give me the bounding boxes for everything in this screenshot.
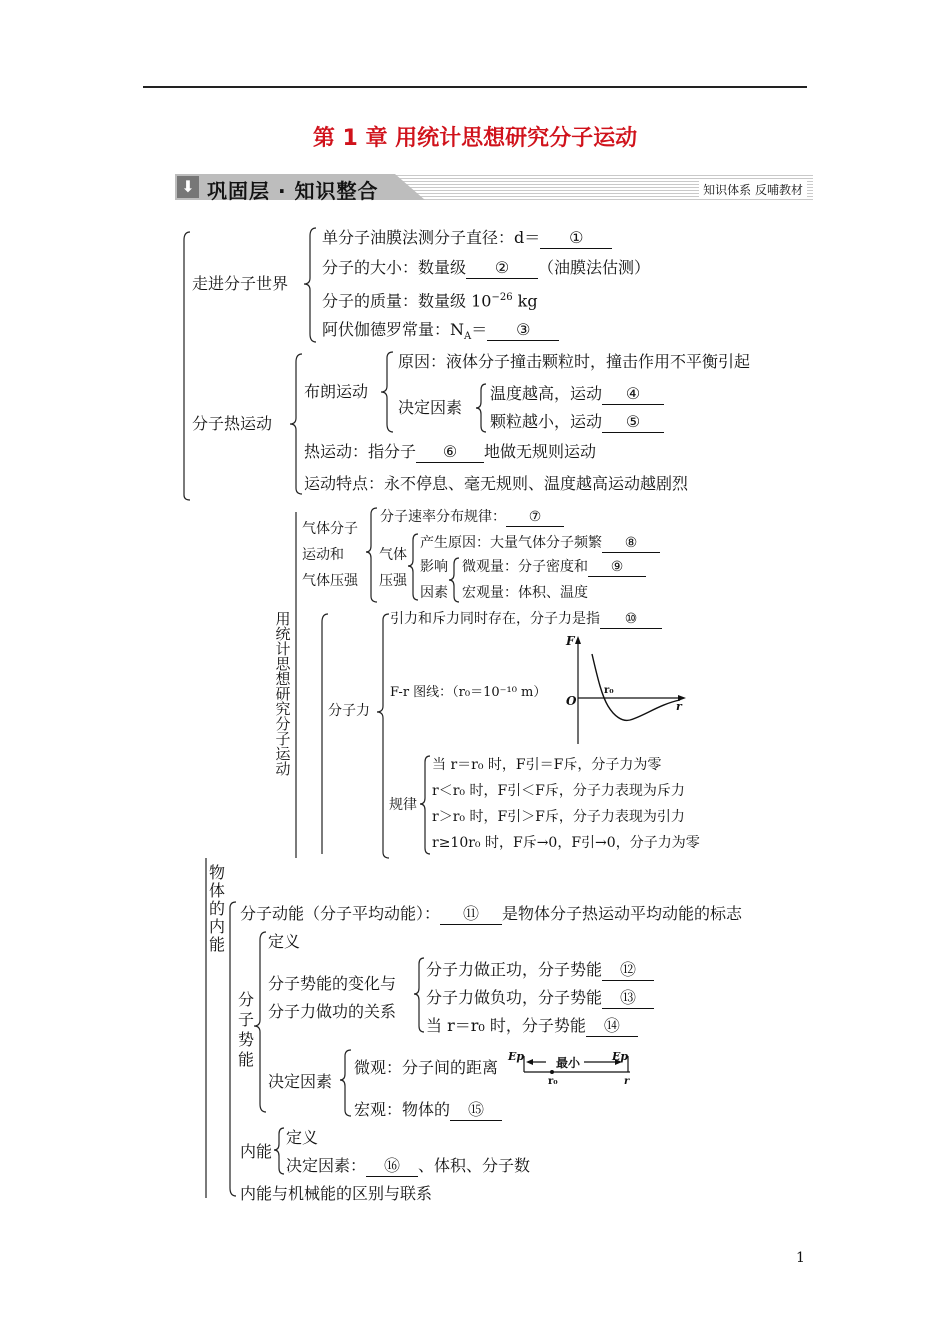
pe-micro: 微观：分子间的距离 [354, 1058, 499, 1077]
graph-origin-label: O [566, 694, 577, 708]
blank-12[interactable]: ⑫ [602, 960, 654, 981]
s1-row4: 阿伏伽德罗常量：$N_A=$ ③ [322, 320, 559, 347]
pressure-origin: 产生原因：大量气体分子频繁 ⑧ [420, 534, 660, 553]
motion-feature: 运动特点：永不停息、毫无规则、温度越高运动越剧烈 [304, 474, 689, 493]
ep-left-label: Ep [508, 1050, 525, 1063]
force-law-4: r≥10r₀ 时，F斥→0，F引→0，分子力为零 [432, 835, 700, 851]
micro-quantity: 微观量：分子密度和 ⑨ [462, 558, 646, 577]
factor-size: 颗粒越小，运动 ⑤ [490, 412, 664, 433]
gas-line3: 气体压强 [302, 573, 358, 589]
blank-7[interactable]: ⑦ [506, 508, 564, 527]
force-curve-graph [575, 636, 686, 744]
s1-row3: 分子的质量：数量级 $10^{-26}$ kg [322, 291, 538, 311]
force-curve-label: F-r 图线：（r₀＝10⁻¹⁰ m） [390, 685, 547, 700]
force-law-2: r＜r₀ 时，F引＜F斥，分子力表现为斥力 [432, 783, 685, 799]
blank-8[interactable]: ⑧ [602, 534, 660, 553]
blank-3[interactable]: ③ [487, 320, 559, 341]
blank-14[interactable]: ⑭ [586, 1016, 638, 1037]
graph-r-label: r [676, 700, 682, 713]
ep-r0-label: r₀ [548, 1076, 558, 1087]
brownian-label: 布朗运动 [304, 382, 369, 401]
s4-vertical-heading: 物体的内能 [209, 863, 226, 954]
pe-relation-line1: 分子势能的变化与 [268, 974, 397, 993]
s2-heading: 分子热运动 [192, 414, 273, 433]
s1-row2: 分子的大小：数量级 ② （油膜法估测） [322, 258, 651, 277]
pe-factor: 决定因素 [268, 1072, 333, 1091]
molecular-force-label: 分子力 [328, 703, 370, 719]
gas-line2: 运动和 [302, 547, 344, 563]
blank-16[interactable]: ⑯ [366, 1156, 418, 1177]
blank-1[interactable]: ① [540, 228, 612, 249]
force-rules-label: 规律 [389, 797, 417, 813]
work-negative: 分子力做负功，分子势能 ⑬ [426, 988, 654, 1009]
blank-10[interactable]: ⑩ [600, 610, 662, 629]
brownian-cause: 原因：液体分子撞击颗粒时，撞击作用不平衡引起 [398, 352, 751, 371]
influence-line1: 影响 [420, 559, 448, 575]
banner-label: 巩固层 · 知识整合 [207, 179, 379, 203]
graph-f-label: F [566, 634, 575, 648]
force-law-3: r＞r₀ 时，F引＞F斥，分子力表现为引力 [432, 809, 685, 825]
s1-heading: 走进分子世界 [192, 274, 289, 293]
blank-11[interactable]: ⑪ [440, 904, 502, 925]
chapter-title: 第 1 章 用统计思想研究分子运动 [312, 126, 638, 151]
force-law-1: 当 r＝r₀ 时，F引＝F斥，分子力为零 [432, 757, 662, 773]
pe-macro: 宏观：物体的 ⑮ [354, 1100, 502, 1121]
blank-2[interactable]: ② [466, 258, 538, 279]
blank-9[interactable]: ⑨ [588, 558, 646, 577]
macro-quantity: 宏观量：体积、温度 [462, 585, 588, 601]
factor-temp: 温度越高，运动 ④ [490, 384, 664, 405]
blank-15[interactable]: ⑮ [450, 1100, 502, 1121]
down-arrow-icon: ⬇ [177, 176, 199, 198]
blank-4[interactable]: ④ [602, 384, 664, 405]
pe-relation-line2: 分子力做功的关系 [268, 1002, 397, 1021]
ep-r-label: r [624, 1076, 630, 1087]
speed-distribution: 分子速率分布规律： ⑦ [380, 508, 564, 527]
heat-motion: 热运动：指分子 ⑥ 地做无规则运动 [304, 442, 597, 461]
blank-6[interactable]: ⑥ [416, 442, 484, 463]
pe-definition: 定义 [268, 932, 301, 951]
internal-energy-factor: 决定因素： ⑯ 、体积、分子数 [286, 1156, 531, 1175]
internal-energy-definition: 定义 [286, 1128, 319, 1147]
gas-line1: 气体分子 [302, 521, 358, 537]
pressure-line2: 压强 [379, 573, 407, 589]
work-equilibrium: 当 r＝r₀ 时，分子势能 ⑭ [426, 1016, 638, 1037]
ep-right-label: Ep [612, 1050, 629, 1063]
page-number: 1 [796, 1250, 805, 1266]
influence-line2: 因素 [420, 585, 448, 601]
work-positive: 分子力做正功，分子势能 ⑫ [426, 960, 654, 981]
brownian-factor: 决定因素 [398, 398, 463, 417]
blank-5[interactable]: ⑤ [602, 412, 664, 433]
kinetic-energy: 分子动能（分子平均动能）： ⑪ 是物体分子热运动平均动能的标志 [240, 904, 743, 923]
energy-relation: 内能与机械能的区别与联系 [240, 1184, 433, 1203]
banner-subtitle: 知识体系 反哺教材 [699, 181, 807, 198]
s1-row1: 单分子油膜法测分子直径：d＝ ① [322, 228, 612, 249]
s3-vertical-heading: 用统计思想研究分子运动 [275, 610, 291, 778]
pressure-line1: 气体 [379, 547, 407, 563]
ep-min-label: 最小 [556, 1056, 581, 1070]
internal-energy-label: 内能 [240, 1142, 273, 1161]
graph-r0-label: r₀ [604, 685, 614, 696]
blank-13[interactable]: ⑬ [602, 988, 654, 1009]
potential-energy-vertical: 分子势能 [238, 990, 255, 1069]
force-coexist: 引力和斥力同时存在，分子力是指 ⑩ [390, 610, 662, 629]
